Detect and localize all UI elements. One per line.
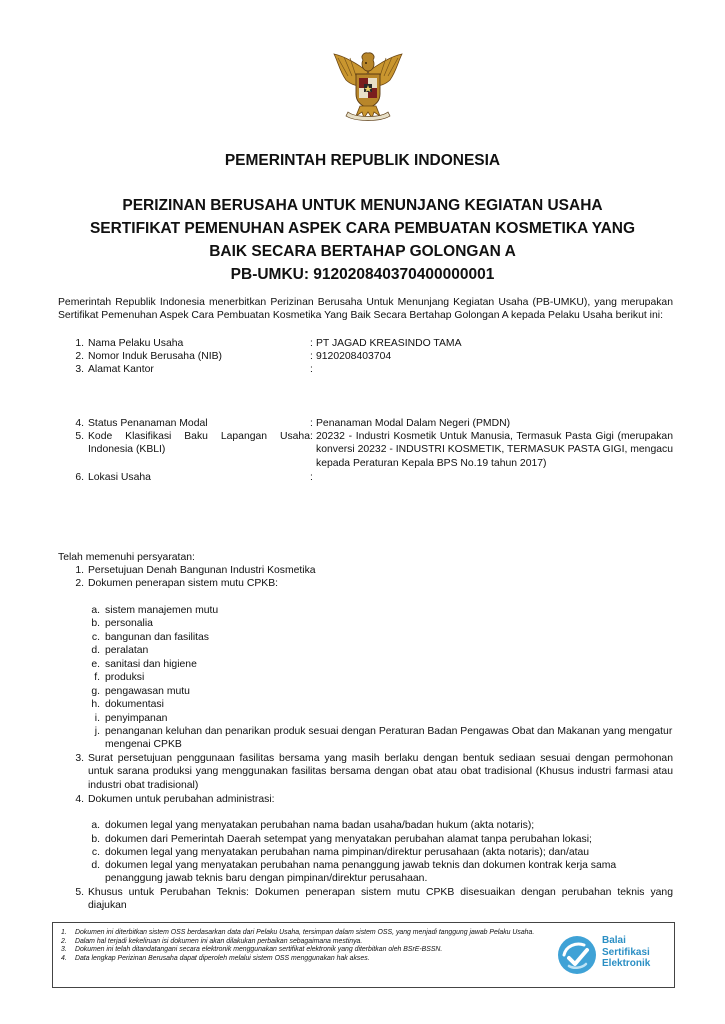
- field-colon: :: [310, 338, 313, 349]
- subitem-text: dokumen legal yang menyatakan perubahan nama penanggung jawab teknis dan dokumen kontrak kerja sama penanggung jawab teknis baru dengan pimpinan/direktur perusahaan.: [105, 860, 617, 885]
- subitem-text: pengawasan mutu: [105, 686, 190, 697]
- field-number: 6.: [75, 472, 84, 483]
- requirement-number: 4.: [75, 794, 84, 805]
- subitem-letter: a.: [91, 605, 100, 616]
- bsre-logo: [556, 932, 671, 980]
- subitem-letter: h.: [91, 699, 100, 710]
- field-number: 2.: [75, 351, 84, 362]
- field-number: 5.: [75, 431, 84, 442]
- footer-notes-box: [52, 922, 675, 988]
- subitem-letter: d.: [91, 860, 100, 871]
- field-number: 3.: [75, 364, 84, 375]
- footnote-number: 2.: [61, 937, 67, 945]
- subitem-letter: e.: [91, 659, 100, 670]
- field-value: Penanaman Modal Dalam Negeri (PMDN): [316, 418, 511, 429]
- field-number: 1.: [75, 338, 84, 349]
- subitem-text: dokumen dari Pemerintah Daerah setempat yang menyatakan perubahan alamat tanpa perubahan lokasi;: [105, 834, 592, 845]
- requirement-number: 2.: [75, 578, 84, 589]
- requirement-number: 3.: [75, 753, 84, 764]
- subitem-text: penyimpanan: [105, 713, 168, 724]
- footnote-number: 3.: [61, 946, 67, 954]
- requirement-text: Khusus untuk Perubahan Teknis: Dokumen penerapan sistem mutu CPKB disesuaikan dengan perubahan teknis yang diajukan: [88, 887, 673, 912]
- subitem-letter: i.: [94, 713, 100, 724]
- field-value: 20232 - Industri Kosmetik Untuk Manusia, Termasuk Pasta Gigi (merupakan konversi 20232 - INDUSTRI KOSMETIK, TERMASUK PASTA GIGI, mengacu kepada Peraturan Kepala BPS No.19 tahun 2017): [316, 431, 673, 469]
- footnote-text: Dokumen ini diterbitkan sistem OSS berdasarkan data dari Pelaku Usaha, tersimpan dalam sistem OSS, yang menjadi tanggung jawab Pelaku Usaha.: [75, 929, 535, 936]
- subitem-letter: g.: [91, 686, 100, 697]
- subitem-text: dokumen legal yang menyatakan perubahan nama badan usaha/badan hukum (akta notaris);: [105, 820, 535, 831]
- subitem-text: peralatan: [105, 645, 149, 656]
- subitem-letter: a.: [91, 820, 100, 831]
- field-label-line-2: Indonesia (KBLI): [88, 444, 166, 456]
- requirement-text: Persetujuan Denah Bangunan Industri Kosmetika: [88, 565, 316, 576]
- field-colon: :: [310, 418, 313, 429]
- government-title: PEMERINTAH REPUBLIK INDONESIA: [224, 152, 501, 169]
- subitem-text: sistem manajemen mutu: [105, 605, 219, 616]
- footnote: [61, 938, 551, 947]
- permit-number: PB-UMKU: 912020840370400000001: [230, 266, 495, 283]
- subitem-text: bangunan dan fasilitas: [105, 632, 209, 643]
- footnote: [61, 929, 551, 938]
- subitem-letter: b.: [91, 618, 100, 629]
- footnote: [61, 955, 551, 964]
- field-colon: :: [310, 364, 313, 375]
- bsre-line-2: Sertifikasi: [602, 946, 650, 958]
- subitem-text: dokumentasi: [105, 699, 164, 710]
- garuda-emblem-icon: [330, 50, 406, 122]
- bsre-line-1: Balai: [602, 935, 626, 946]
- footnotes: [61, 929, 551, 963]
- requirement-number: 5.: [75, 887, 84, 898]
- footnote-text: Dokumen ini telah ditandatangani secara elektronik menggunakan sertifikat elektronik yang diterbitkan oleh BSrE-BSSN.: [75, 946, 443, 954]
- permit-title-line-2: SERTIFIKAT PEMENUHAN ASPEK CARA PEMBUATAN KOSMETIKA YANG: [89, 220, 636, 237]
- requirement-text: Dokumen untuk perubahan administrasi:: [88, 794, 275, 805]
- field-label: Status Penanaman Modal: [88, 418, 208, 429]
- intro-paragraph: Pemerintah Republik Indonesia menerbitkan Perizinan Berusaha Untuk Menunjang Kegiatan Usaha (PB-UMKU), yang merupakan Sertifikat Pemenuhan Aspek Cara Pembuatan Kosmetika Yang Baik Secara Bertahap Golongan A kepada Pelaku Usaha berikut ini:: [58, 297, 673, 322]
- footnote-number: 1.: [61, 929, 67, 936]
- field-label: Nomor Induk Berusaha (NIB): [88, 351, 222, 362]
- subitem-letter: c.: [91, 847, 100, 858]
- footnote: [61, 946, 551, 955]
- requirement-number: 1.: [75, 565, 84, 576]
- subitem-text: sanitasi dan higiene: [105, 659, 197, 670]
- field-label: Alamat Kantor: [88, 364, 154, 375]
- subitem-letter: j.: [94, 726, 100, 737]
- field-value: PT JAGAD KREASINDO TAMA: [316, 338, 462, 349]
- bsre-line-3: Elektronik: [602, 958, 651, 969]
- permit-title-line-3: BAIK SECARA BERTAHAP GOLONGAN A: [209, 243, 516, 260]
- field-label: [88, 430, 310, 457]
- subitem-text: personalia: [105, 618, 153, 629]
- subitem-letter: d.: [91, 645, 100, 656]
- field-colon: :: [310, 472, 313, 483]
- permit-title-line-1: PERIZINAN BERUSAHA UNTUK MENUNJANG KEGIATAN USAHA: [122, 197, 603, 214]
- footnote-text: Dalam hal terjadi kekeliruan isi dokumen ini akan dilakukan perbaikan sebagaimana mestinya.: [75, 937, 363, 945]
- footnote-number: 4.: [61, 954, 67, 962]
- bsre-logo-text: [602, 935, 650, 970]
- subitem-letter: f.: [94, 672, 100, 683]
- bsre-badge-icon: [556, 934, 598, 976]
- subitem-letter: b.: [91, 834, 100, 845]
- field-colon: :: [310, 431, 313, 442]
- field-label: Lokasi Usaha: [88, 472, 151, 483]
- requirements-intro: Telah memenuhi persyaratan:: [58, 552, 195, 563]
- field-value: 9120208403704: [316, 351, 392, 362]
- subitem-text: produksi: [105, 672, 145, 683]
- requirement-text: Surat persetujuan penggunaan fasilitas bersama yang masih berlaku dengan bentuk sediaan sesuai dengan permohonan untuk sarana produksi yang menggunakan fasilitas bersama dengan obat atau obat tradisional (Khusus industri farmasi atau industri obat tradisional): [88, 753, 673, 791]
- field-colon: :: [310, 351, 313, 362]
- permit-title: [40, 194, 685, 286]
- field-number: 4.: [75, 418, 84, 429]
- field-label: Nama Pelaku Usaha: [88, 338, 184, 349]
- requirement-text: Dokumen penerapan sistem mutu CPKB:: [88, 578, 279, 589]
- footnote-text: Data lengkap Perizinan Berusaha dapat diperoleh melalui sistem OSS menggunakan hak akses.: [75, 954, 370, 962]
- subitem-letter: c.: [91, 632, 100, 643]
- field-label-line-1: Kode Klasifikasi Baku Lapangan Usaha: [88, 431, 310, 442]
- subitem-text: penanganan keluhan dan penarikan produk sesuai dengan Peraturan Badan Pengawas Obat dan Makanan yang mengatur mengenai CPKB: [105, 726, 673, 751]
- subitem-text: dokumen legal yang menyatakan perubahan nama pimpinan/direktur perusahaan (akta notaris); dan/atau: [105, 847, 590, 858]
